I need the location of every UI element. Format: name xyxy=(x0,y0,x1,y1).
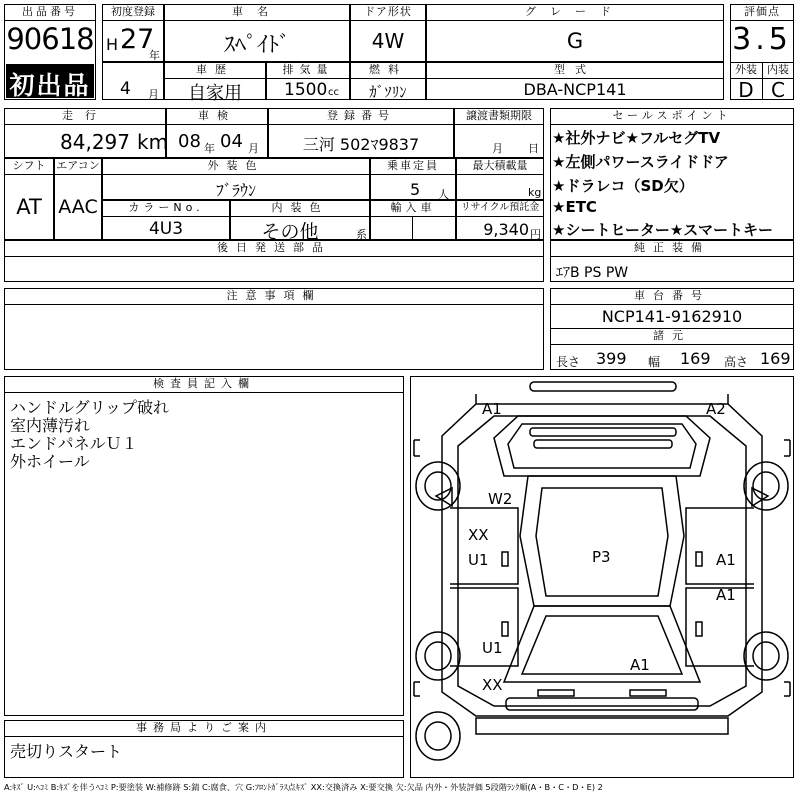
mileage-label: 走行 xyxy=(62,109,108,122)
grade-label: グレード xyxy=(525,5,625,18)
max-load-label: 最大積載量 xyxy=(472,159,528,172)
int-color: その他 xyxy=(261,221,319,243)
fuel-label: 燃料 xyxy=(369,63,407,76)
era: H xyxy=(106,35,119,54)
transfer-month-unit: 月 xyxy=(492,142,503,155)
car-name: ｽﾍﾟｲﾄﾞ xyxy=(223,33,290,58)
damage-mark: U1 xyxy=(482,639,503,657)
year-unit: 年 xyxy=(149,49,160,62)
score-label: 評価点 xyxy=(744,5,780,18)
capacity: 5 xyxy=(410,180,421,199)
mileage: 84,297 xyxy=(60,130,130,154)
sales-point: ★左側パワースライドドア xyxy=(552,153,729,171)
sales-points-label: セールスポイント xyxy=(612,109,732,122)
inspector-label: 検査員記入欄 xyxy=(153,377,255,390)
door-label: ドア形状 xyxy=(364,5,412,18)
damage-mark: A1 xyxy=(716,551,736,569)
shift: AT xyxy=(16,195,42,219)
car-name-label: 車名 xyxy=(232,5,282,18)
damage-mark: A1 xyxy=(482,400,502,418)
inspector-line: 室内薄汚れ xyxy=(10,416,91,435)
displacement: 1500 xyxy=(284,80,328,100)
ac-label: エアコン xyxy=(56,159,100,172)
damage-mark: A1 xyxy=(630,656,650,674)
damage-mark: XX xyxy=(468,526,489,544)
damage-mark: P3 xyxy=(592,548,611,566)
height-label: 高さ xyxy=(724,355,749,369)
history: 自家用 xyxy=(188,83,242,104)
sales-point: ★シートヒーター★スマートキー xyxy=(552,221,773,239)
inspection-month: 04 xyxy=(220,131,243,152)
ac: AAC xyxy=(58,196,98,218)
office-label: 事務局よりご案内 xyxy=(136,721,272,734)
first-reg-year: 27 xyxy=(120,24,155,55)
genuine-equipment-label: 純正装備 xyxy=(634,241,710,254)
model: DBA-NCP141 xyxy=(523,80,627,99)
color-no-label: カラーNo. xyxy=(128,201,204,214)
color-no: 4U3 xyxy=(148,219,184,239)
displacement-label: 排気量 xyxy=(282,63,334,76)
score: 3.5 xyxy=(732,22,792,57)
inspector-line: ハンドルグリップ破れ xyxy=(10,398,170,417)
later-parts-label: 後日発送部品 xyxy=(217,241,331,254)
int-color-unit: 系 xyxy=(356,228,367,241)
genuine-equipment: ｴｱB PS PW xyxy=(556,265,629,281)
first-listing-badge-text: 初出品 xyxy=(9,71,91,100)
fuel: ｶﾞｿﾘﾝ xyxy=(369,83,407,101)
length-label: 長さ xyxy=(556,355,581,369)
capacity-label: 乗車定員 xyxy=(387,159,439,172)
grade: G xyxy=(566,29,584,53)
mileage-unit: km xyxy=(137,130,169,154)
shift-label: シフト xyxy=(12,159,46,172)
interior-grade: C xyxy=(771,78,785,102)
notes-label: 注意事項欄 xyxy=(226,289,322,302)
first-registration-label: 初度登録 xyxy=(111,5,155,18)
history-label: 車歴 xyxy=(196,63,234,76)
sales-point: ★ドラレコ（SD欠） xyxy=(552,177,694,195)
width-label: 幅 xyxy=(648,355,661,369)
import-label: 輸入車 xyxy=(390,201,436,214)
lot-number: 90618 xyxy=(6,22,94,56)
width: 169 xyxy=(680,349,711,368)
damage-mark: U1 xyxy=(468,551,489,569)
plate: 三河 502ﾏ9837 xyxy=(302,135,420,154)
transfer-label: 譲渡書類期限 xyxy=(466,109,532,122)
interior-label: 内装 xyxy=(767,63,789,76)
damage-mark: A1 xyxy=(716,586,736,604)
month-unit: 月 xyxy=(148,88,159,101)
exterior-grade: D xyxy=(738,78,754,102)
legend: A:ｷｽﾞ U:ﾍｺﾐ B:ｷｽﾞを伴うﾍｺﾐ P:要塗装 W:補修跡 S:錆 C:腐食、穴 G:ﾌﾛﾝﾄｶﾞﾗｽ点ｷｽﾞ XX:交換済み X:要交換 欠:欠品 内外・外装評価 5段階ﾗﾝｸ順(A・B・C・D・E) 2 xyxy=(4,782,603,792)
lot-number-label: 出品番号 xyxy=(22,5,78,18)
inspection-month-unit: 月 xyxy=(248,142,259,155)
damage-mark: W2 xyxy=(488,490,513,508)
max-load-unit: kg xyxy=(528,186,542,199)
model-label: 型式 xyxy=(554,63,596,76)
chassis-number: NCP141-9162910 xyxy=(601,307,743,326)
height: 169 xyxy=(760,349,791,368)
displacement-unit: cc xyxy=(328,87,339,98)
recycle: 9,340 xyxy=(483,220,529,239)
inspection-label: 車検 xyxy=(198,109,236,122)
door: 4W xyxy=(371,29,405,53)
car-diagram xyxy=(410,376,794,778)
inspector-line: エンドパネルＵ１ xyxy=(10,434,138,453)
recycle-unit: 円 xyxy=(530,228,541,241)
dims-label: 諸元 xyxy=(653,329,691,342)
damage-mark: A2 xyxy=(706,400,726,418)
sales-point: ★ETC xyxy=(552,198,597,216)
inspection-year-unit: 年 xyxy=(204,142,215,155)
plate-label: 登録番号 xyxy=(327,109,395,122)
chassis-label: 車台番号 xyxy=(634,289,710,302)
sales-point: ★社外ナビ★フルセグTV xyxy=(552,129,721,147)
recycle-label: リサイクル預託金 xyxy=(460,202,540,213)
inspection-year: 08 xyxy=(178,131,201,152)
ext-color-label: 外装色 xyxy=(207,159,265,172)
int-color-label: 内装色 xyxy=(271,201,329,214)
capacity-unit: 人 xyxy=(438,188,449,201)
damage-mark: XX xyxy=(482,676,503,694)
inspector-line: 外ホイール xyxy=(10,452,90,471)
ext-color: ﾌﾞﾗｳﾝ xyxy=(215,181,256,200)
office-text: 売切りスタート xyxy=(10,742,123,761)
transfer-day-unit: 日 xyxy=(528,142,539,155)
length: 399 xyxy=(596,349,627,368)
exterior-label: 外装 xyxy=(735,63,757,76)
first-reg-month: 4 xyxy=(120,79,131,99)
